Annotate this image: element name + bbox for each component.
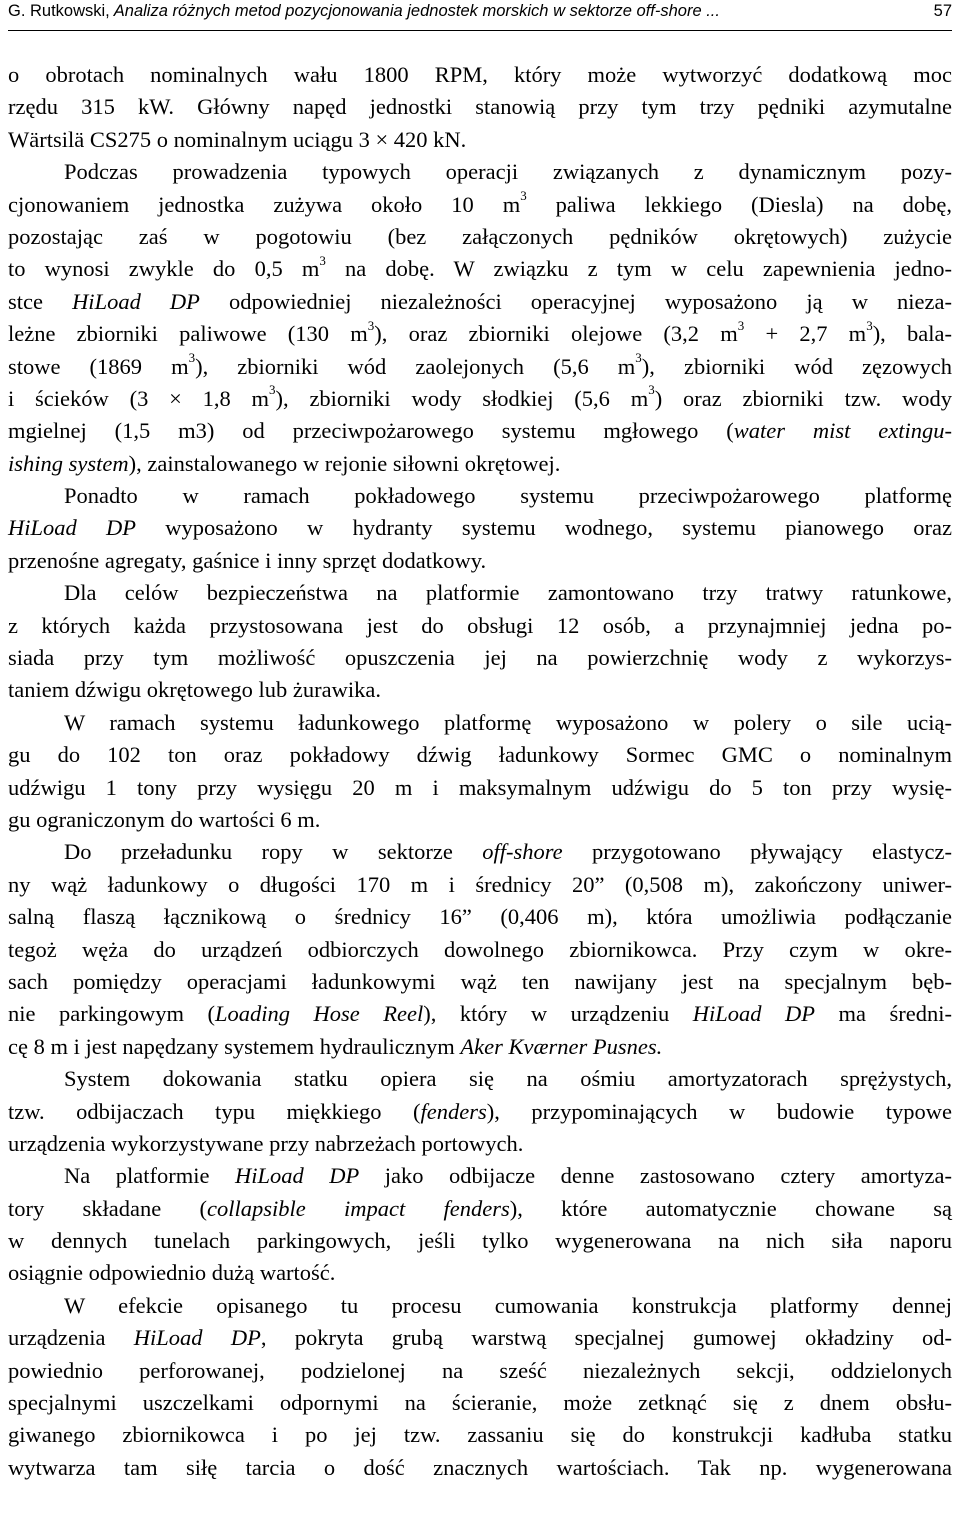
text-line: mgielnej (1,5 m3) od przeciwpożarowego systemu mgłowego (water mist extingu- xyxy=(8,418,952,444)
text-line: giwanego zbiornikowca i po jej tzw. zassaniu się do konstrukcji kadłuba statku xyxy=(8,1422,952,1448)
text-line: gu do 102 ton oraz pokładowy dźwig ładunkowy Sormec GMC o nominalnym xyxy=(8,742,952,768)
text-line: ishing system), zainstalowanego w rejonie siłowni okrętowej. xyxy=(8,450,561,476)
text-line: siada przy tym możliwość opuszczenia jej na powierzchnię wody z wykorzys- xyxy=(8,645,952,671)
text-line: rzędu 315 kW. Główny napęd jednostki stanowią przy tym trzy pędniki azymutalne xyxy=(8,94,952,120)
header-rule xyxy=(8,30,952,31)
text-line: stce HiLoad DP odpowiedniej niezależności operacyjnej wyposażono ją w nieza- xyxy=(8,288,952,314)
text-line: gu ograniczonym do wartości 6 m. xyxy=(8,806,321,832)
text-line: HiLoad DP wyposażono w hydranty systemu wodnego, systemu pianowego oraz xyxy=(8,515,952,541)
text-line: pozostając zaś w pogotowiu (bez załączonych pędników okrętowych) zużycie xyxy=(8,223,952,249)
text-line: to wynosi zwykle do 0,5 $m^3$ na dobę. W związku z tym w celu zapewnienia jedno- xyxy=(8,252,953,282)
text-line: tory składane (collapsible impact fenders), które automatycznie chowane są xyxy=(8,1195,952,1221)
text-line: powiednio perforowanej, podzielonej na sześć niezależnych sekcji, oddzielonych xyxy=(8,1357,952,1383)
text-line: Na platformie HiLoad DP jako odbijacze denne zastosowano cztery amortyza- xyxy=(64,1163,952,1189)
text-line: W ramach systemu ładunkowego platformę wyposażono w polery o sile ucią- xyxy=(64,709,952,735)
body-text xyxy=(8,59,952,1484)
text-line: System dokowania statku opiera się na ośmiu amortyzatorach sprężystych, xyxy=(64,1066,952,1092)
header-title xyxy=(8,2,720,21)
text-line: urządzenia HiLoad DP, pokryta grubą warstwą specjalnej gumowej okładziny od- xyxy=(8,1325,952,1351)
text-line: w dennych tunelach parkingowych, jeśli tylko wygenerowana na nich siła naporu xyxy=(8,1228,952,1254)
header-article-title: Analiza różnych metod pozycjonowania jednostek morskich w sektorze off-shore ... xyxy=(113,2,720,20)
text-line: cjonowaniem jednostka zużywa około 10 $m^3$ paliwa lekkiego (Diesla) na dobę, xyxy=(8,188,953,217)
text-line: leżne zbiorniki paliwowe (130 $m^3$), oraz zbiorniki olejowe (3,2 $m^3 + 2,7$ $m^3$), bala- xyxy=(8,317,952,347)
text-line: cę 8 m i jest napędzany systemem hydraulicznym Aker Kværner Pusnes. xyxy=(8,1033,663,1059)
text-line: W efekcie opisanego tu procesu cumowania konstrukcja platformy dennej xyxy=(64,1292,952,1318)
text-line: osiągnie odpowiednio dużą wartość. xyxy=(8,1260,336,1286)
text-line: taniem dźwigu okrętowego lub żurawika. xyxy=(8,677,382,703)
text-line: Podczas prowadzenia typowych operacji związanych z dynamicznym pozy- xyxy=(64,159,952,185)
page-number: 57 xyxy=(933,2,952,20)
text-line: salną flaszą łącznikową o średnicy 16” (0,406 m), która umożliwia podłączanie xyxy=(8,904,952,930)
text-line: tegoż węża do urządzeń odbiorczych dowolnego zbiornikowca. Przy czym w okre- xyxy=(8,936,952,962)
text-line: Do przeładunku ropy w sektorze off-shore przygotowano pływający elastycz- xyxy=(64,839,953,865)
text-line: specjalnymi uszczelkami odpornymi na ścieranie, może zetknąć się z dnem obsłu- xyxy=(8,1390,952,1416)
text-line: wytwarza tam siłę tarcia o dość znacznych wartościach. Tak np. wygenerowana xyxy=(8,1454,952,1480)
text-line: Ponadto w ramach pokładowego systemu przeciwpożarowego platformę xyxy=(64,483,952,509)
text-line: sach pomiędzy operacjami ładunkowymi wąż ten nawijany jest na specjalnym bęb- xyxy=(8,968,952,994)
text-line: udźwigu 1 tony przy wysięgu 20 m i maksymalnym udźwigu do 5 ton przy wysię- xyxy=(8,774,952,800)
header-author: G. Rutkowski, xyxy=(8,2,110,20)
text-line: Wärtsilä CS275 o nominalnym uciągu 3 × 420 kN. xyxy=(8,126,467,152)
text-line: i ścieków (3 × 1,8 $m^3$), zbiorniki wody słodkiej (5,6 $m^3$) oraz zbiorniki tzw. wody xyxy=(8,382,953,411)
text-line: o obrotach nominalnych wału 1800 RPM, który może wytworzyć dodatkową moc xyxy=(8,62,952,87)
text-line: ny wąż ładunkowy o długości 170 m i średnicy 20” (0,508 m), zakończony uniwer- xyxy=(8,871,952,897)
text-line: nie parkingowym (Loading Hose Reel), który w urządzeniu HiLoad DP ma średni- xyxy=(8,1001,952,1027)
text-line: Dla celów bezpieczeństwa na platformie zamontowano trzy tratwy ratunkowe, xyxy=(64,580,952,606)
text-line: z których każda przystosowana jest do obsługi 12 osób, a przynajmniej jedna po- xyxy=(8,612,952,638)
text-line: przenośne agregaty, gaśnice i inny sprzęt dodatkowy. xyxy=(8,547,487,573)
text-line: stowe (1869 $m^3$), zbiorniki wód zaolejonych (5,6 $m^3$), zbiorniki wód zęzowych xyxy=(8,350,952,379)
text-line: tzw. odbijaczach typu miękkiego (fenders), przypominających w budowie typowe xyxy=(8,1098,952,1124)
text-line: urządzenia wykorzystywane przy nabrzeżach portowych. xyxy=(8,1130,524,1156)
running-header xyxy=(8,2,952,24)
